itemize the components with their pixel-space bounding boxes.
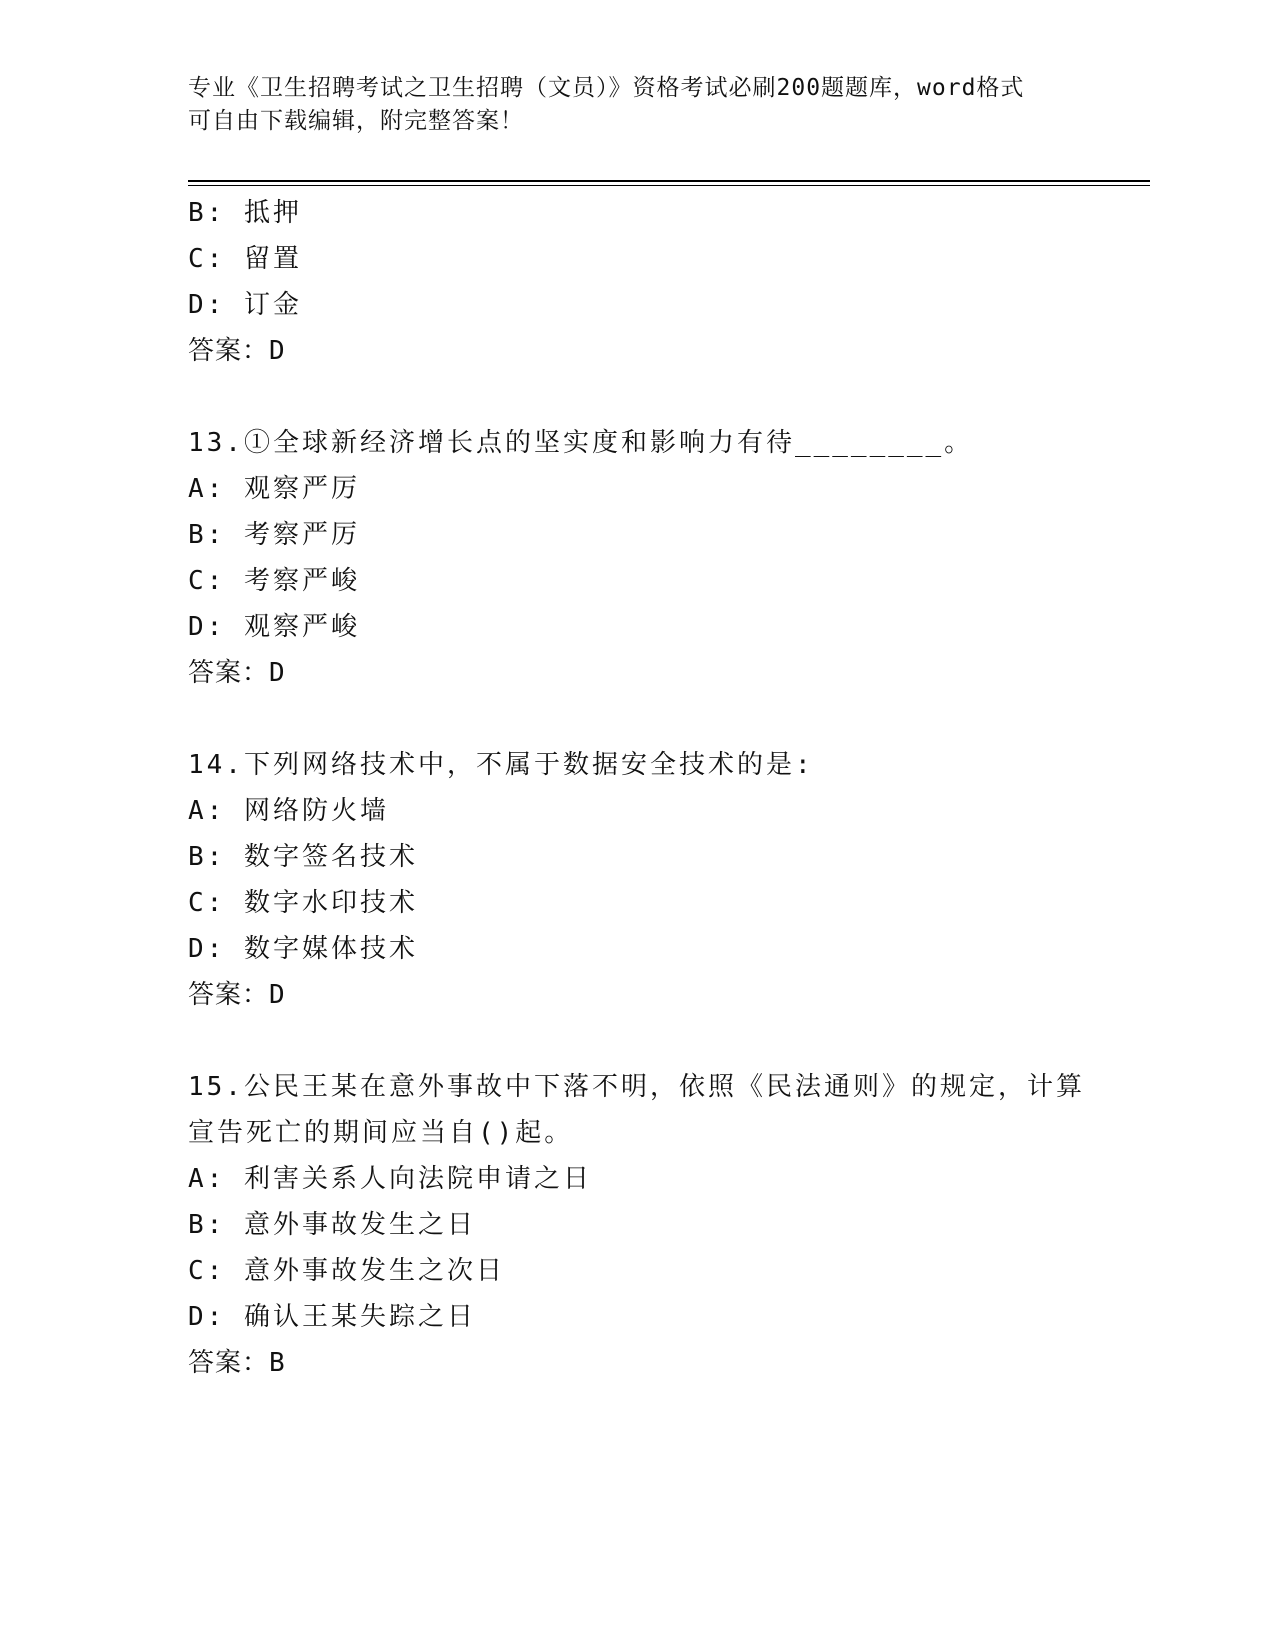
answer-line: 答案：D [188,336,286,366]
answer-line: 答案：D [188,980,286,1010]
header-divider-thin [188,185,1150,186]
header-line-1: 专业《卫生招聘考试之卫生招聘（文员）》资格考试必刷200题题库，word格式 [188,75,1025,101]
option-a: A: 网络防火墙 [188,796,389,826]
question-14 [188,742,1088,1018]
question-stem-line-1: 15.公民王某在意外事故中下落不明，依照《民法通则》的规定，计算 [188,1072,1085,1102]
question-15 [188,1064,1088,1386]
option-c: C: 意外事故发生之次日 [188,1256,505,1286]
question-13 [188,420,1088,696]
spacer [188,1018,1088,1064]
header-divider-thick [188,180,1150,182]
question-12-continued [188,190,1088,374]
header-line-2: 可自由下载编辑，附完整答案！ [188,108,524,134]
answer-line: 答案：B [188,1348,286,1378]
option-b: B: 考察严厉 [188,520,360,550]
option-c: C: 留置 [188,244,302,274]
option-b: B: 数字签名技术 [188,842,418,872]
document-header [188,72,1088,138]
question-stem: 14.下列网络技术中，不属于数据安全技术的是: [188,750,814,780]
question-stem-line-2: 宣告死亡的期间应当自()起。 [188,1118,574,1148]
option-d: D: 观察严峻 [188,612,360,642]
option-d: D: 数字媒体技术 [188,934,418,964]
spacer [188,696,1088,742]
option-a: A: 利害关系人向法院申请之日 [188,1164,592,1194]
option-c: C: 数字水印技术 [188,888,418,918]
answer-line: 答案：D [188,658,286,688]
option-b: B: 意外事故发生之日 [188,1210,476,1240]
spacer [188,374,1088,420]
document-body [188,190,1088,1386]
question-stem: 13.①全球新经济增长点的坚实度和影响力有待________。 [188,428,974,458]
option-b: B: 抵押 [188,198,302,228]
option-a: A: 观察严厉 [188,474,360,504]
option-d: D: 订金 [188,290,302,320]
option-c: C: 考察严峻 [188,566,360,596]
option-d: D: 确认王某失踪之日 [188,1302,476,1332]
